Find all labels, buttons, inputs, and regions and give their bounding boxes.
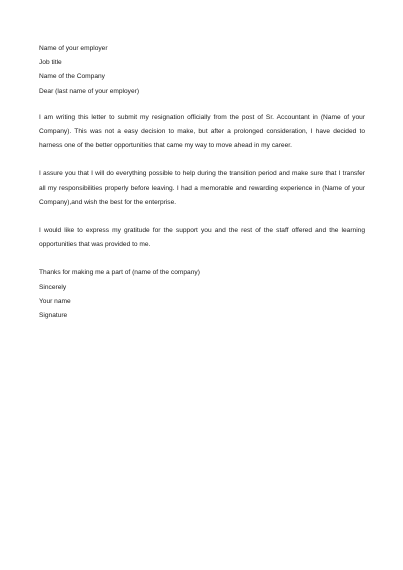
- body-paragraph-2: I assure you that I will do everything possible to help during the transition period and make sure that I transfer all my responsibilities properly before leaving. I had a memorable and rewarding experience in (Name of your Company),and wish the best for the enterprise.: [39, 170, 365, 206]
- sign-off-line: Sincerely: [39, 283, 67, 291]
- signature-line: Signature: [39, 312, 68, 320]
- employer-name-line: Name of your employer: [39, 45, 108, 52]
- body-paragraph-3: I would like to express my gratitude for the support you and the rest of the staff offered and the learning opportunities that was provided to me.: [39, 227, 365, 249]
- company-name-line: Name of the Company: [39, 73, 105, 81]
- resignation-letter: [39, 42, 365, 323]
- body-paragraph-1: I am writing this letter to submit my resignation officially from the post of Sr. Accountant in (Name of your Company). This was not a easy decision to make, but after a prolonged consideration, I have decided to harness one of the better opportunities that came my way to move ahead in my career.: [39, 113, 365, 150]
- thanks-line: Thanks for making me a part of (name of the company): [39, 269, 200, 277]
- job-title-line: Job title: [39, 59, 62, 67]
- salutation-line: Dear (last name of your employer): [39, 87, 140, 95]
- your-name-line: Your name: [39, 297, 71, 305]
